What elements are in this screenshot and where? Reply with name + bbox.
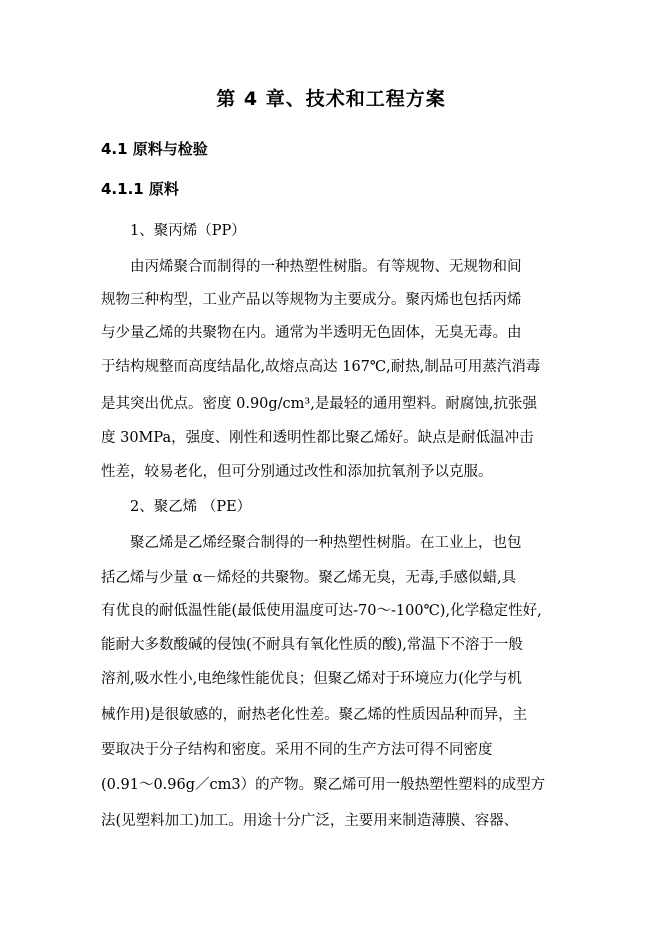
pe-line: 聚乙烯是乙烯经聚合制得的一种热塑性树脂。在工业上，也包 — [130, 535, 522, 551]
pe-line: 有优良的耐低温性能(最低使用温度可达-70～-100℃),化学稳定性好, — [101, 603, 542, 619]
pe-line: 械作用)是很敏感的，耐热老化性差。聚乙烯的性质因品种而异，主 — [101, 707, 528, 723]
pe-line: 溶剂,吸水性小,电绝缘性能优良；但聚乙烯对于环境应力(化学与机 — [101, 671, 522, 687]
pe-line: (0.91～0.96g／cm3）的产物。聚乙烯可用一般热塑性塑料的成型方 — [101, 777, 546, 793]
pp-line: 是其突出优点。密度 0.90g/cm³,是最轻的通用塑料。耐腐蚀,抗张强 — [101, 396, 537, 412]
pe-heading: 2、聚乙烯 （PE） — [130, 499, 252, 515]
pp-line: 度 30MPa，强度、刚性和透明性都比聚乙烯好。缺点是耐低温冲击 — [101, 430, 534, 446]
pp-line: 由丙烯聚合而制得的一种热塑性树脂。有等规物、无规物和间 — [130, 259, 522, 275]
pp-line: 于结构规整而高度结晶化,故熔点高达 167℃,耐热,制品可用蒸汽消毒 — [101, 359, 541, 375]
pp-line: 与少量乙烯的共聚物在内。通常为半透明无色固体，无臭无毒。由 — [101, 325, 522, 341]
pe-line: 能耐大多数酸碱的侵蚀(不耐具有氧化性质的酸),常温下不溶于一般 — [101, 637, 523, 653]
pp-line: 性差，较易老化，但可分别通过改性和添加抗氧剂予以克服。 — [101, 464, 493, 480]
section-heading: 4.1 原料与检验 — [101, 140, 208, 158]
pe-line: 法(见塑料加工)加工。用途十分广泛，主要用来制造薄膜、容器、 — [101, 813, 519, 829]
pe-line: 括乙烯与少量 α－烯烃的共聚物。聚乙烯无臭，无毒,手感似蜡,具 — [101, 570, 517, 586]
chapter-title: 第 4 章、技术和工程方案 — [216, 88, 446, 110]
pp-heading: 1、聚丙烯（PP） — [130, 223, 246, 239]
pe-line: 要取决于分子结构和密度。采用不同的生产方法可得不同密度 — [101, 742, 493, 758]
subsection-heading: 4.1.1 原料 — [101, 180, 179, 198]
pp-line: 规物三种构型，工业产品以等规物为主要成分。聚丙烯也包括丙烯 — [101, 292, 522, 308]
